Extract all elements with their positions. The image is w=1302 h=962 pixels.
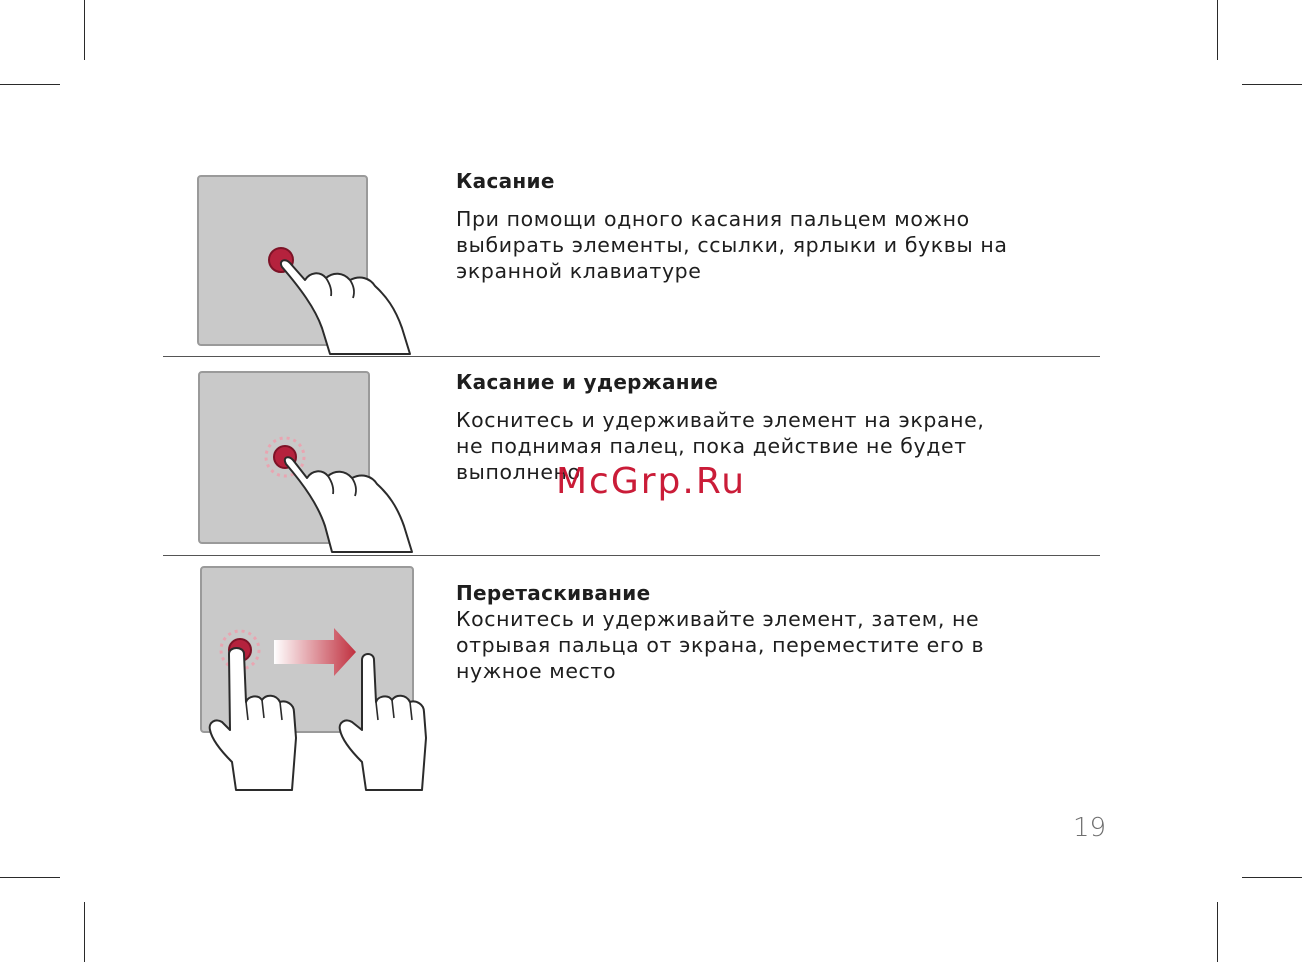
page-number: 19 (1073, 813, 1107, 843)
watermark: McGrp.Ru (556, 461, 747, 502)
section-body-line: выполнено (456, 460, 581, 484)
section-body-line: Коснитесь и удерживайте элемент на экране, (456, 408, 985, 432)
section-body-line: отрывая пальца от экрана, переместите его в (456, 633, 985, 657)
section-body-line: При помощи одного касания пальцем можно (456, 207, 970, 231)
section-heading: Перетаскивание (456, 581, 651, 605)
section-body-line: нужное место (456, 659, 617, 683)
crop-mark-top-right-horizontal (1242, 84, 1302, 85)
section-body-line: экранной клавиатуре (456, 259, 702, 283)
section-heading: Касание (456, 169, 555, 193)
touch-and-hold-gesture-icon (190, 366, 420, 556)
section-heading: Касание и удержание (456, 370, 719, 394)
crop-mark-bottom-left-horizontal (0, 877, 60, 878)
tap-gesture-icon (190, 168, 420, 358)
crop-mark-top-left-vertical (84, 0, 85, 60)
section-body-line: выбирать элементы, ссылки, ярлыки и буквы на (456, 233, 1008, 257)
section-body-line: Коснитесь и удерживайте элемент, затем, не (456, 607, 980, 631)
drag-gesture-icon (196, 562, 432, 794)
section-tap (456, 168, 1076, 284)
section-drag (456, 580, 1076, 684)
crop-mark-bottom-right-vertical (1217, 902, 1218, 962)
crop-mark-top-left-horizontal (0, 84, 60, 85)
section-touch-and-hold (456, 369, 1076, 485)
section-body-line: не поднимая палец, пока действие не будет (456, 434, 967, 458)
crop-mark-bottom-right-horizontal (1242, 877, 1302, 878)
crop-mark-bottom-left-vertical (84, 902, 85, 962)
crop-mark-top-right-vertical (1217, 0, 1218, 60)
